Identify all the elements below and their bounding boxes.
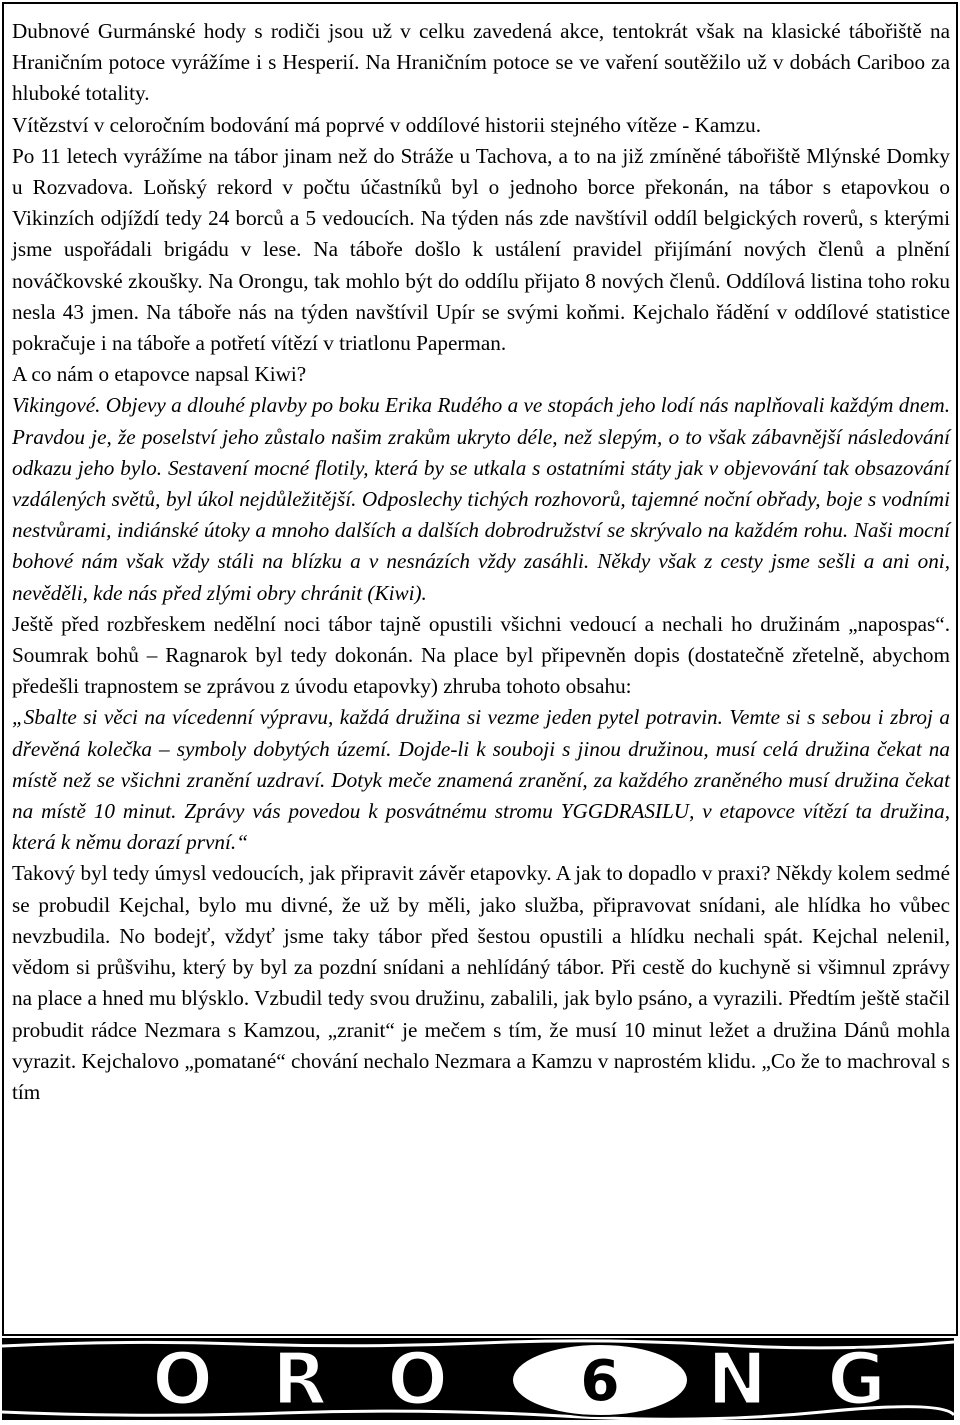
logo-letter-g: G	[827, 1338, 887, 1420]
logo-letter-r: R	[272, 1338, 328, 1420]
paragraph-kiwi-vikingove: Vikingové. Objevy a dlouhé plavby po boku Erika Rudého a ve stopách jeho lodí nás naplňovali každým dnem. Pravdou je, že poselství jeho zůstalo našim zrakům ukryto déle, než slepým, o to však zábavnější následování odkazu jeho bylo. Sestavení mocné flotily, která by se utkala s ostatními státy jak v objevování tak obsazování vzdálených světů, byl úkol nejdůležitější. Odposlechy tichých rozhovorů, tajemné noční obřady, boje s vodními nestvůrami, indiánské útoky a mnoho dalších a dalších dobrodružství se skrývalo na každém rohu. Naši mocní bohové nám však vždy stáli na blízku a v nesnázích vždy zasáhli. Někdy však z cesty jsme sešli a ani oni, nevěděli, kde nás před zlými obry chránit (Kiwi).	[12, 393, 950, 605]
paragraph-ragnarok: Ještě před rozbřeskem nedělní noci tábor tajně opustili všichni vedoucí a nechali ho družinám „napospas“. Soumrak bohů – Ragnarok byl tedy dokonán. Na place byl připevněn dopis (dostatečně zřetelně, abychom předešli trapnostem se zprávou z úvodu etapovky) zhruba tohoto obsahu:	[12, 611, 950, 699]
page-number: 6	[580, 1349, 620, 1414]
orong-logo-banner	[2, 1338, 954, 1420]
paragraph-kiwi-question: A co nám o etapovce napsal Kiwi?	[12, 362, 307, 387]
paragraph-dopis-quote: „Sbalte si věci na vícedenní výpravu, každá družina si vezme jeden pytel potravin. Vemte si s sebou i zbroj a dřevěná kolečka – symboly dobytých území. Dojde-li k souboji s jinou družinou, musí celá družina čekat na místě než se všichni zranění uzdraví. Dotyk meče znamená zranění, za každého zraněného musí družina čekat na místě 10 minut. Zprávy vás povedou k posvátnému stromu YGGDRASILU, v etapovce vítězí ta družina, která k němu dorazí první.“	[12, 705, 950, 855]
paragraph-gurmanske-hody: Dubnové Gurmánské hody s rodiči jsou už v celku zavedená akce, tentokrát však na klasické tábořiště na Hraničním potoce vyrážíme i s Hesperií. Na Hraničním potoce se ve vaření soutěžilo už v dobách Cariboo za hluboké totality.	[12, 19, 950, 106]
page-footer	[2, 1338, 954, 1420]
article-body	[12, 16, 950, 1108]
paragraph-celorocni-bodovani: Vítězství v celoročním bodování má poprvé v oddílové historii stejného vítěze - Kamzu.	[12, 112, 762, 137]
paragraph-tabor: Po 11 letech vyrážíme na tábor jinam než do Stráže u Tachova, a to na již zmíněné tábořiště Mlýnské Domky u Rozvadova. Loňský rekord v počtu účastníků byl o jednoho borce překonán, na tábor s etapovkou o Vikinzích odjíždí tedy 24 borců a 5 vedoucích. Na týden nás zde navštívil oddíl belgických roverů, s kterými jsme uspořádali brigádu v lese. Na táboře došlo k ustálení pravidel přijímání nových členů a plnění nováčkovské zkoušky. Na Orongu, tak mohlo být do oddílu přijato 8 nových členů. Oddílová listina toho roku nesla 43 jmen. Na táboře nás na týden navštívil Upír se svými koňmi. Kejchalo řádění v oddílové statistice pokračuje i na táboře a potřetí vítězí v triatlonu Paperman.	[12, 143, 950, 356]
logo-letter-o1: O	[152, 1338, 214, 1420]
paragraph-v-praxi: Takový byl tedy úmysl vedoucích, jak připravit závěr etapovky. A jak to dopadlo v praxi? Někdy kolem sedmé se probudil Kejchal, bylo mu divné, že už by měli, jako služba, připravovat snídani, ale hlídka ho vůbec nevzbudila. No bodejť, vždyť jsme taky tábor před šestou opustili a hlídku nechali spát. Kejchal nelenil, vědom si průšvihu, který by byl za pozdní snídani a nehlídáný tábor. Při cestě do kuchyně si všimnul zprávy na place a hned mu blýsklo. Vzbudil tedy svou družinu, zabalili, jak bylo psáno, a vyrazili. Předtím ještě stačil probudit rádce Nezmara s Kamzou, „zranit“ je mečem s tím, že musí 10 minut ležet a družina Dánů mohla vyrazit. Kejchalovo „pomatané“ chování nechalo Nezmara a Kamzu v naprostém klidu. „Co že to machroval s tím	[12, 861, 950, 1104]
text-frame	[2, 2, 958, 1336]
logo-letter-n: N	[707, 1338, 768, 1420]
logo-letter-o2: O	[387, 1338, 449, 1420]
